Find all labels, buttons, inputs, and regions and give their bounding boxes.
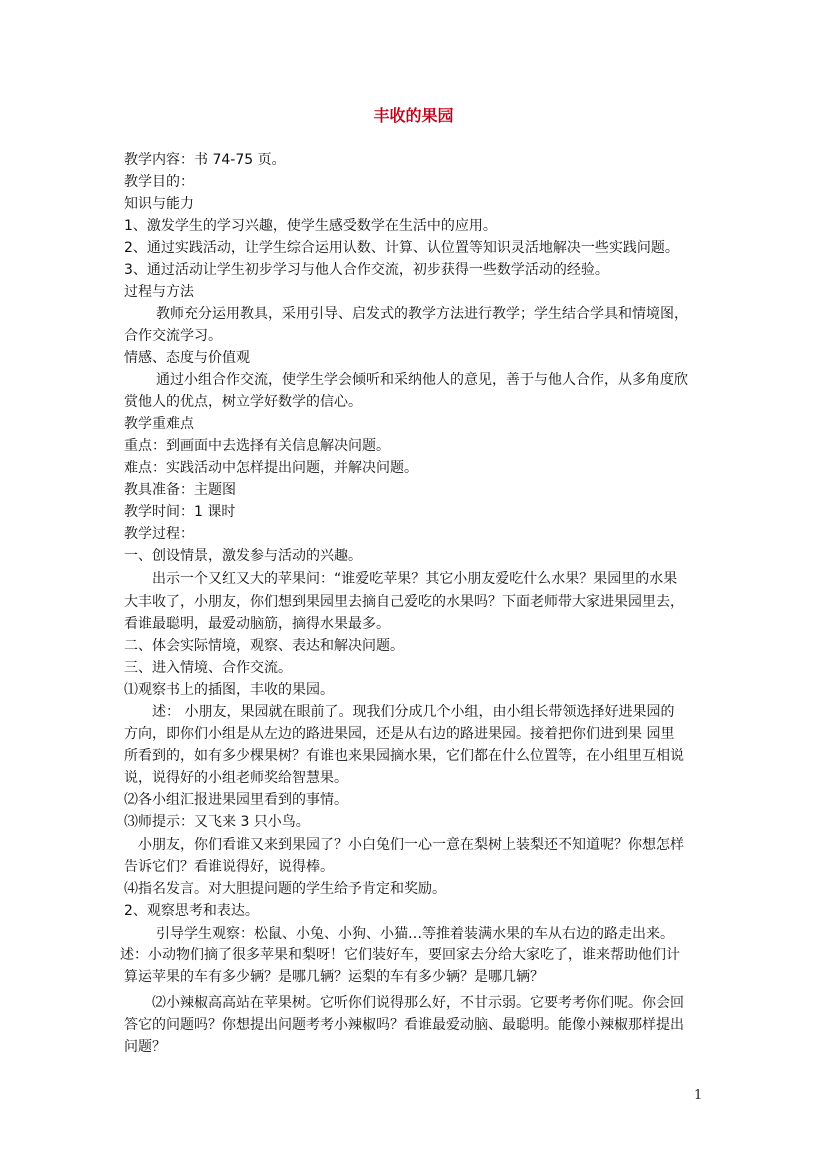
text-line: 2、观察思考和表达。: [124, 903, 259, 919]
text-line: 三、进入情境、合作交流。: [124, 660, 292, 676]
page-number: 1: [694, 1088, 703, 1103]
text-line: 小朋友，你们看谁又来到果园了？小白兔们一心一意在梨树上装梨还不知道呢？你想怎样: [138, 837, 684, 853]
text-line: 告诉它们？看谁说得好，说得棒。: [124, 859, 334, 875]
text-line: ⑶师提示：又飞来 3 只小鸟。: [124, 814, 310, 830]
text-line: 教学重难点: [124, 416, 194, 432]
text-line: 看谁最聪明，最爱动脑筋，摘得水果最多。: [124, 616, 390, 632]
text-line: 2、通过实践活动，让学生综合运用认数、计算、认位置等知识灵活地解决一些实践问题。: [124, 240, 679, 256]
text-line: ⑵小辣椒高高站在苹果树。它听你们说得那么好，不甘示弱。它要考考你们呢。你会回: [152, 995, 684, 1011]
text-line: 合作交流学习。: [124, 328, 222, 344]
text-line: 1、激发学生的学习兴趣，使学生感受数学在生活中的应用。: [124, 218, 497, 234]
text-line: 教学目的：: [124, 174, 194, 190]
text-line: 知识与能力: [124, 196, 194, 212]
text-line: 引导学生观察：松鼠、小兔、小狗、小猫…等推着装满水果的车从右边的路走出来。: [156, 926, 674, 942]
text-line: 述： 小朋友，果园就在眼前了。现我们分成几个小组，由小组长带领选择好进果园的: [152, 704, 675, 720]
text-line: 教学时间：1 课时: [124, 504, 236, 520]
text-line: 所看到的，如有多少棵果树？有谁也来果园摘水果，它们都在什么位置等，在小组里互相说: [124, 748, 684, 764]
document-title: 丰收的果园: [373, 106, 454, 125]
text-line: 教师充分运用教具，采用引导、启发式的教学方法进行教学；学生结合学具和情境图，: [156, 306, 688, 322]
text-line: 一、创设情景，激发参与活动的兴趣。: [124, 548, 362, 564]
text-line: 教学内容：书 74-75 页。: [124, 152, 286, 168]
text-line: 3、通过活动让学生初步学习与他人合作交流，初步获得一些数学活动的经验。: [124, 262, 609, 278]
text-line: 赏他人的优点，树立学好数学的信心。: [124, 394, 362, 410]
text-line: 过程与方法: [124, 284, 194, 300]
text-line: 重点：到画面中去选择有关信息解决问题。: [124, 438, 390, 454]
text-line: ⑴观察书上的插图，丰收的果园。: [124, 682, 334, 698]
text-line: 算运苹果的车有多少辆？是哪几辆？运梨的车有多少辆？是哪几辆？: [124, 969, 544, 985]
text-line: 二、体会实际情境，观察、表达和解决问题。: [124, 638, 404, 654]
text-line: 出示一个又红又大的苹果问：“谁爱吃苹果？其它小朋友爱吃什么水果？果园里的水果: [152, 571, 678, 587]
text-line: 通过小组合作交流，使学生学会倾听和采纳他人的意见，善于与他人合作，从多角度欣: [156, 372, 688, 388]
text-line: 情感、态度与价值观: [124, 350, 250, 366]
text-line: 大丰收了，小朋友，你们想到果园里去摘自己爱吃的水果吗？下面老师带大家进果园里去，: [124, 594, 684, 610]
text-line: 述：小动物们摘了很多苹果和梨呀！它们装好车，要回家去分给大家吃了，谁来帮助他们计: [120, 947, 680, 963]
text-line: ⑷指名发言。对大胆提问题的学生给予肯定和奖励。: [124, 881, 446, 897]
text-line: 问题？: [124, 1039, 166, 1055]
text-line: 方向，即你们小组是从左边的路进果园，还是从右边的路进果园。接着把你们进到果 园里: [124, 726, 675, 742]
text-line: 难点：实践活动中怎样提出问题，并解决问题。: [124, 460, 418, 476]
text-line: 教学过程：: [124, 526, 194, 542]
text-line: ⑵各小组汇报进果园里看到的事情。: [124, 792, 348, 808]
text-line: 教具准备：主题图: [124, 482, 236, 498]
text-line: 说，说得好的小组老师奖给智慧果。: [124, 770, 348, 786]
text-line: 答它的问题吗？你想提出问题考考小辣椒吗？看谁最爱动脑、最聪明。能像小辣椒那样提出: [124, 1017, 684, 1033]
